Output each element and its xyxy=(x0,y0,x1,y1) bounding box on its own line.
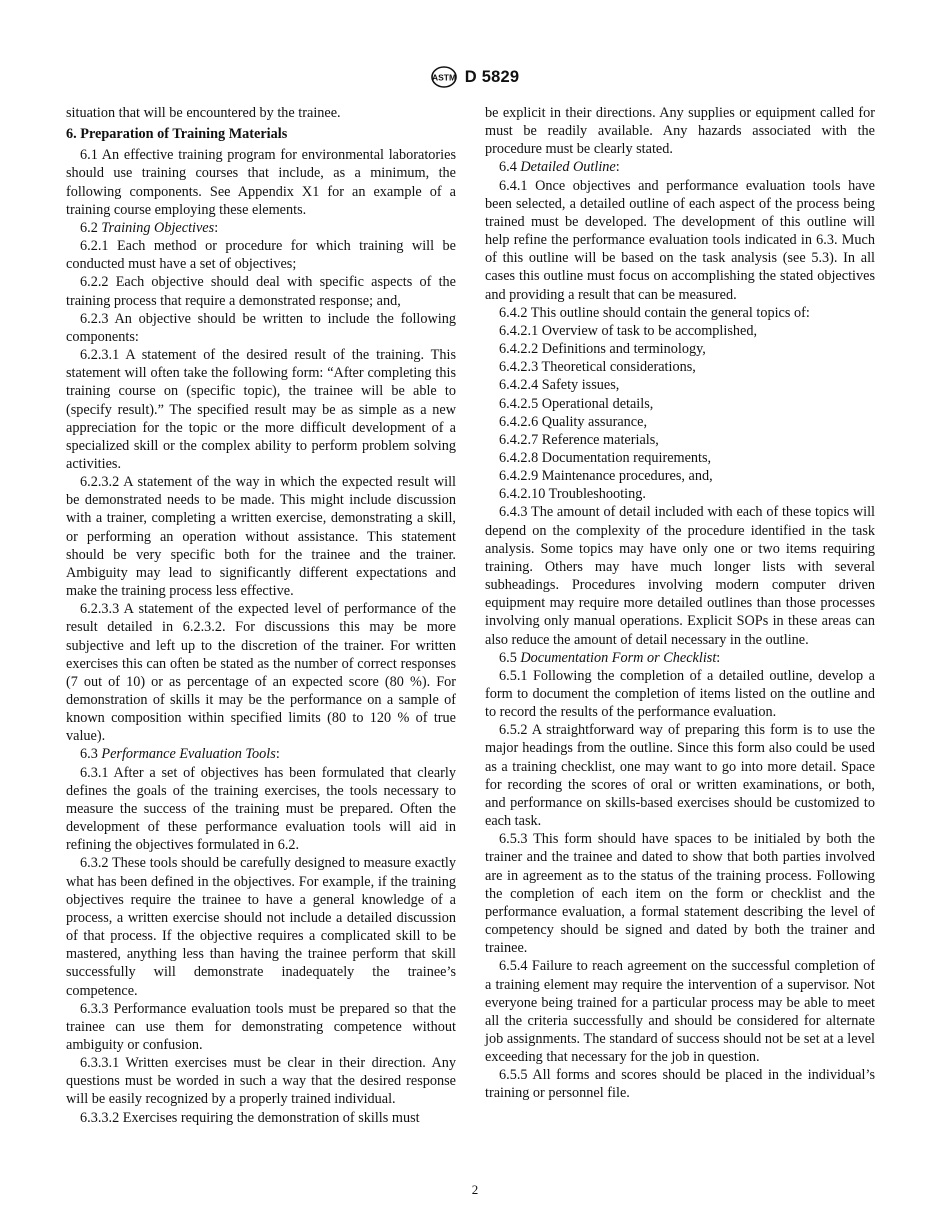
paragraph: 6.5.2 A straightforward way of preparing this form is to use the major headings from the outline. Since this form also could be used as a training checklist, one may want to go into more detail. Space for recording the scores of oral or written examinations, or both, and performance on skills-based exercises should be customized to each task. xyxy=(485,722,875,830)
subsection-suffix: : xyxy=(214,219,219,236)
paragraph: 6.3.3.1 Written exercises must be clear in their direction. Any questions must be worded in such a way that the desired response will be easily recognized by a properly trained individual. xyxy=(66,1055,456,1108)
paragraph: 6.2.3.1 A statement of the desired result of the training. This statement will often take the following form: “After completing this training course on (specific topic), the trainee will be able to (specify result).” The specified result may be as simple as a new appreciation for the topic or the more difficult development of a specialized skill or the complex ability to perform problem solving activities. xyxy=(66,347,456,472)
paragraph: 6.3.3.2 Exercises requiring the demonstration of skills must xyxy=(80,1109,420,1126)
left-column xyxy=(66,104,456,1127)
list-item: 6.4.2.4 Safety issues, xyxy=(499,377,620,394)
right-column xyxy=(485,104,875,1103)
paragraph: 6.2.3.2 A statement of the way in which the expected result will be demonstrated needs to be made. This might include discussion with a trainer, completing a written exercise, demonstrating a skill, or performing an operation without assistance. This statement should be very specific both for the trainee and the trainer. Ambiguity may lead to significantly different expectations and make the training process less effective. xyxy=(66,474,456,600)
svg-text:ASTM: ASTM xyxy=(431,72,456,83)
subsection-number: 6.5 xyxy=(499,649,517,666)
astm-logo-icon xyxy=(431,66,457,88)
paragraph: 6.3.2 These tools should be carefully designed to measure exactly what has been defined in the objectives. For example, if the training objectives require the trainee to have a general knowledge of a process, a written exercise should not include a detailed discussion of that process. If the objective requires a complicated skill to be mastered, anything less than having the trainee perform that skill successfully will demonstrate inadequately the trainee’s competence. xyxy=(66,855,456,999)
subsection-heading xyxy=(66,745,456,763)
subsection-number: 6.3 xyxy=(80,746,98,763)
paragraph: 6.5.4 Failure to reach agreement on the successful completion of a training element may require the intervention of a supervisor. Not everyone being trained for a particular process may be able to meet all the criteria successfully and should be considered for alternate job assignments. The standard of success should not be set at a level exceeding that necessary for the job in question. xyxy=(485,958,875,1066)
section-heading: 6. Preparation of Training Materials xyxy=(66,126,288,143)
subsection-title: Detailed Outline xyxy=(520,159,616,176)
page-header xyxy=(0,66,950,92)
continued-paragraph: situation that will be encountered by the trainee. xyxy=(66,105,341,121)
subsection-heading xyxy=(485,158,875,176)
subsection-number: 6.2 xyxy=(80,219,98,236)
paragraph: 6.4.1 Once objectives and performance evaluation tools have been selected, a detailed outline of each aspect of the process being trained must be developed. The development of this outline will help refine the performance evaluation tools indicated in 6.3. Much of this outline will be based on the task analysis (see 5.3). In all cases this outline must focus on accomplishing the stated objectives and providing a result that can be measured. xyxy=(485,177,875,303)
subsection-suffix: : xyxy=(615,159,620,176)
list-item: 6.4.2.9 Maintenance procedures, and, xyxy=(499,468,713,485)
list-item: 6.4.2.3 Theoretical considerations, xyxy=(499,359,696,376)
list-item: 6.4.2.10 Troubleshooting. xyxy=(499,486,646,503)
paragraph: 6.5.3 This form should have spaces to be initialed by both the trainer and the trainee and dated to show that both parties involved are in agreement as to the status of the training process. Following the completion of each item on the form or checklist and the performance evaluation, a formal statement describing the level of competency should be signed and dated by both the trainer and trainee. xyxy=(485,831,875,957)
paragraph: 6.3.1 After a set of objectives has been formulated that clearly defines the goals of the training exercises, the tools necessary to measure the success of the training must be prepared. Often the development of these performance evaluation tools will aid in refining the objectives formulated in 6.2. xyxy=(66,764,456,854)
subsection-title: Performance Evaluation Tools xyxy=(101,746,276,763)
paragraph: 6.2.1 Each method or procedure for which training will be conducted must have a set of objectives; xyxy=(66,238,456,273)
subsection-number: 6.4 xyxy=(499,159,517,176)
paragraph: 6.2.3.3 A statement of the expected level of performance of the result detailed in 6.2.3.2. For discussions this may be more subjective and left up to the discretion of the trainer. For written exercises this can often be stated as the number of correct responses (7 out of 10) or as percentage of an expected score (80 %). For demonstration of skills it may be the performance on a sample of known composition within specified limits (80 to 120 % of true value). xyxy=(66,601,456,745)
list-item: 6.4.2.1 Overview of task to be accomplished, xyxy=(499,322,758,339)
document-designation: D 5829 xyxy=(464,67,520,86)
subsection-suffix: : xyxy=(716,649,721,666)
paragraph: 6.4.3 The amount of detail included with each of these topics will depend on the complexity of the procedure identified in the task analysis. Some topics may have only one or two items requiring training. Others may have much longer lists with several subheadings. Procedures involving modern computer driven equipment may require more detailed outlines than those processes involving only manual operations. Explicit SOPs in these areas can also reduce the amount of detail necessary in the outline. xyxy=(485,504,875,648)
paragraph: 6.3.3 Performance evaluation tools must be prepared so that the trainee can use them for demonstrating competence without ambiguity or confusion. xyxy=(66,1000,456,1053)
list-item: 6.4.2.2 Definitions and terminology, xyxy=(499,341,706,358)
subsection-suffix: : xyxy=(275,746,280,763)
subsection-title: Documentation Form or Checklist xyxy=(520,649,717,666)
list-item: 6.4.2.6 Quality assurance, xyxy=(499,413,648,430)
page-number: 2 xyxy=(471,1182,479,1197)
paragraph: 6.4.2 This outline should contain the general topics of: xyxy=(499,304,810,321)
paragraph: 6.2.3 An objective should be written to include the following components: xyxy=(66,310,456,345)
list-item: 6.4.2.5 Operational details, xyxy=(499,395,654,412)
subsection-heading xyxy=(485,649,875,667)
list-item: 6.4.2.8 Documentation requirements, xyxy=(499,449,712,466)
paragraph: 6.5.1 Following the completion of a detailed outline, develop a form to document the completion of items listed on the outline and to record the results of the performance evaluation. xyxy=(485,667,875,721)
subsection-heading xyxy=(66,219,456,237)
paragraph: 6.2.2 Each objective should deal with specific aspects of the training process that require a demonstrated response; and, xyxy=(66,274,456,309)
continued-paragraph: be explicit in their directions. Any supplies or equipment called for must be readily available. Any hazards associated with the procedure must be clearly stated. xyxy=(485,105,875,158)
list-item: 6.4.2.7 Reference materials, xyxy=(499,431,659,448)
subsection-title: Training Objectives xyxy=(101,219,215,236)
paragraph: 6.5.5 All forms and scores should be placed in the individual’s training or personnel file. xyxy=(485,1067,875,1102)
paragraph: 6.1 An effective training program for environmental laboratories should use training courses that include, as a minimum, the following components. See Appendix X1 for an example of a training course employing these elements. xyxy=(66,147,456,218)
